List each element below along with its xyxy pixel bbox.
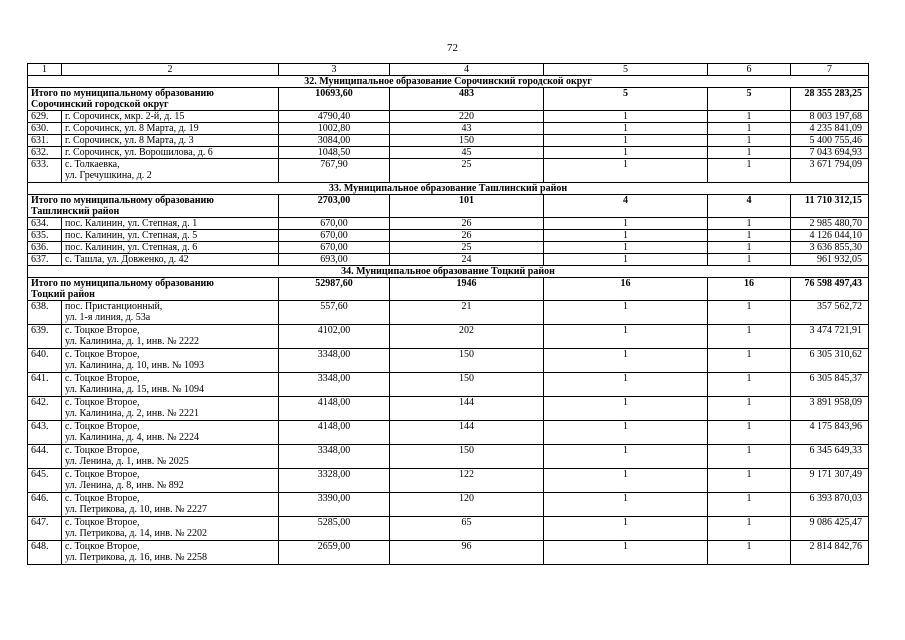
row-number: 631. [28,135,62,147]
row-address [62,301,279,325]
table-row [28,445,869,469]
row-col6: 1 [708,230,791,242]
row-number: 635. [28,230,62,242]
row-cost: 8 003 197,68 [791,111,869,123]
row-residents: 45 [390,147,544,159]
row-number: 647. [28,517,62,541]
table-row [28,493,869,517]
address-line1: пос. Пристанционный, [65,301,163,312]
row-col5: 1 [544,421,708,445]
address-line2: ул. Калинина, д. 15, инв. № 1094 [65,384,205,395]
address-line1: г. Сорочинск, мкр. 2-й, д. 15 [65,111,185,122]
address-line1: с. Тоцкое Второе, [65,445,140,456]
table-row [28,325,869,349]
address-line2: ул. Калинина, д. 10, инв. № 1093 [65,360,205,371]
table-row [28,349,869,373]
row-cost: 6 305 845,37 [791,373,869,397]
row-address [62,373,279,397]
address-line1: с. Тоцкое Второе, [65,349,140,360]
row-number: 634. [28,218,62,230]
row-residents: 43 [390,123,544,135]
row-area: 2659,00 [279,541,390,565]
total-col6: 5 [708,88,791,111]
row-col6: 1 [708,397,791,421]
row-col5: 1 [544,147,708,159]
row-address [62,469,279,493]
row-col5: 1 [544,230,708,242]
row-col6: 1 [708,349,791,373]
row-cost: 9 086 425,47 [791,517,869,541]
page-number: 72 [447,42,458,54]
row-residents: 65 [390,517,544,541]
row-address [62,349,279,373]
row-col5: 1 [544,159,708,183]
row-residents: 150 [390,135,544,147]
row-address [62,242,279,254]
row-area: 670,00 [279,230,390,242]
row-area: 670,00 [279,218,390,230]
address-line1: с. Тоцкое Второе, [65,325,140,336]
row-col5: 1 [544,218,708,230]
row-col6: 1 [708,242,791,254]
table-row [28,123,869,135]
row-col6: 1 [708,135,791,147]
row-number: 648. [28,541,62,565]
section-total-label [28,88,279,111]
total-residents: 1946 [390,278,544,301]
total-area: 2703,00 [279,195,390,218]
address-line2: ул. Петрикова, д. 10, инв. № 2227 [65,504,207,515]
address-line2: ул. Ленина, д. 8, инв. № 892 [65,480,184,491]
table-row [28,230,869,242]
row-col5: 1 [544,349,708,373]
address-line2: ул. Петрикова, д. 14, инв. № 2202 [65,528,207,539]
row-residents: 122 [390,469,544,493]
row-area: 3348,00 [279,373,390,397]
row-number: 644. [28,445,62,469]
row-area: 1002,80 [279,123,390,135]
address-line1: г. Сорочинск, ул. Ворошилова, д. 6 [65,147,213,158]
total-col5: 4 [544,195,708,218]
row-residents: 25 [390,242,544,254]
address-line2: ул. 1-я линия, д. 53а [65,312,151,323]
row-address [62,421,279,445]
row-cost: 3 671 794,09 [791,159,869,183]
row-address [62,147,279,159]
row-residents: 26 [390,230,544,242]
table-row [28,301,869,325]
housing-register-table [27,63,869,565]
row-residents: 150 [390,445,544,469]
row-residents: 220 [390,111,544,123]
address-line1: с. Ташла, ул. Довженко, д. 42 [65,254,189,265]
row-col6: 1 [708,123,791,135]
table-row [28,218,869,230]
section-title-row [28,266,869,278]
row-cost: 961 932,05 [791,254,869,266]
row-number: 640. [28,349,62,373]
row-cost: 9 171 307,49 [791,469,869,493]
column-number: 3 [279,64,390,76]
row-residents: 25 [390,159,544,183]
total-col5: 16 [544,278,708,301]
table-body [28,64,869,565]
row-address [62,254,279,266]
section-total-row [28,278,869,301]
row-residents: 96 [390,541,544,565]
row-cost: 7 043 694,93 [791,147,869,159]
column-number: 6 [708,64,791,76]
row-col6: 1 [708,493,791,517]
address-line1: с. Толкаевка, [65,159,120,170]
row-area: 4102,00 [279,325,390,349]
row-address [62,159,279,183]
row-number: 637. [28,254,62,266]
row-residents: 144 [390,397,544,421]
address-line2: ул. Петрикова, д. 16, инв. № 2258 [65,552,207,563]
address-line1: с. Тоцкое Второе, [65,541,140,552]
address-line1: с. Тоцкое Второе, [65,493,140,504]
row-address [62,541,279,565]
row-address [62,123,279,135]
section-total-row [28,195,869,218]
table-row [28,397,869,421]
table-row [28,135,869,147]
table-row [28,147,869,159]
row-col5: 1 [544,254,708,266]
row-col5: 1 [544,325,708,349]
row-number: 636. [28,242,62,254]
row-residents: 150 [390,349,544,373]
row-residents: 120 [390,493,544,517]
row-address [62,445,279,469]
address-line1: пос. Калинин, ул. Степная, д. 1 [65,218,198,229]
table-row [28,373,869,397]
row-area: 3348,00 [279,445,390,469]
column-number: 4 [390,64,544,76]
total-label-line2: Тоцкий район [31,289,95,300]
row-col6: 1 [708,469,791,493]
row-col5: 1 [544,301,708,325]
address-line1: с. Тоцкое Второе, [65,469,140,480]
row-col6: 1 [708,421,791,445]
row-cost: 3 891 958,09 [791,397,869,421]
total-col6: 4 [708,195,791,218]
row-number: 641. [28,373,62,397]
address-line1: г. Сорочинск, ул. 8 Марта, д. 19 [65,123,199,134]
row-cost: 2 985 480,70 [791,218,869,230]
address-line1: пос. Калинин, ул. Степная, д. 5 [65,230,198,241]
row-number: 629. [28,111,62,123]
section-total-label [28,195,279,218]
row-col6: 1 [708,254,791,266]
address-line1: с. Тоцкое Второе, [65,397,140,408]
row-col6: 1 [708,147,791,159]
row-area: 3390,00 [279,493,390,517]
row-cost: 6 305 310,62 [791,349,869,373]
total-label-line1: Итого по муниципальному образованию [31,88,214,99]
row-area: 5285,00 [279,517,390,541]
row-area: 557,60 [279,301,390,325]
row-number: 638. [28,301,62,325]
row-cost: 4 175 843,96 [791,421,869,445]
address-line2: ул. Ленина, д. 1, инв. № 2025 [65,456,189,467]
row-address [62,493,279,517]
address-line1: с. Тоцкое Второе, [65,373,140,384]
table-row [28,517,869,541]
row-area: 3348,00 [279,349,390,373]
address-line1: пос. Калинин, ул. Степная, д. 6 [65,242,198,253]
total-label-line2: Ташлинский район [31,206,120,217]
row-residents: 202 [390,325,544,349]
address-line1: с. Тоцкое Второе, [65,517,140,528]
row-col6: 1 [708,373,791,397]
total-col6: 16 [708,278,791,301]
column-number: 2 [62,64,279,76]
row-cost: 6 393 870,03 [791,493,869,517]
row-col5: 1 [544,111,708,123]
row-number: 639. [28,325,62,349]
row-col6: 1 [708,325,791,349]
address-line1: г. Сорочинск, ул. 8 Марта, д. 3 [65,135,194,146]
row-number: 645. [28,469,62,493]
row-area: 4148,00 [279,397,390,421]
row-area: 4148,00 [279,421,390,445]
row-col5: 1 [544,135,708,147]
row-address [62,111,279,123]
row-col5: 1 [544,541,708,565]
row-residents: 24 [390,254,544,266]
row-area: 693,00 [279,254,390,266]
section-title-row [28,183,869,195]
row-cost: 6 345 649,33 [791,445,869,469]
section-title: 32. Муниципальное образование Сорочинский городской округ [28,76,869,88]
row-col5: 1 [544,123,708,135]
row-address [62,325,279,349]
row-address [62,230,279,242]
row-area: 670,00 [279,242,390,254]
table-row [28,159,869,183]
row-col5: 1 [544,397,708,421]
table-row [28,254,869,266]
total-area: 10693,60 [279,88,390,111]
row-residents: 26 [390,218,544,230]
table-row [28,469,869,493]
total-cost: 11 710 312,15 [791,195,869,218]
row-col5: 1 [544,373,708,397]
total-label-line1: Итого по муниципальному образованию [31,195,214,206]
row-address [62,397,279,421]
section-title: 34. Муниципальное образование Тоцкий район [28,266,869,278]
row-col6: 1 [708,301,791,325]
row-col6: 1 [708,111,791,123]
column-number: 1 [28,64,62,76]
row-number: 633. [28,159,62,183]
address-line2: ул. Калинина, д. 4, инв. № 2224 [65,432,200,443]
row-address [62,517,279,541]
total-cost: 76 598 497,43 [791,278,869,301]
total-area: 52987,60 [279,278,390,301]
total-cost: 28 355 283,25 [791,88,869,111]
row-number: 632. [28,147,62,159]
row-cost: 3 636 855,30 [791,242,869,254]
table-row [28,541,869,565]
row-residents: 21 [390,301,544,325]
column-number: 7 [791,64,869,76]
address-line2: ул. Калинина, д. 1, инв. № 2222 [65,336,200,347]
total-residents: 483 [390,88,544,111]
table-row [28,111,869,123]
row-area: 4790,40 [279,111,390,123]
row-cost: 4 126 044,10 [791,230,869,242]
row-number: 643. [28,421,62,445]
section-total-label [28,278,279,301]
row-number: 646. [28,493,62,517]
table-row [28,242,869,254]
row-cost: 2 814 842,76 [791,541,869,565]
row-cost: 4 235 841,09 [791,123,869,135]
row-residents: 144 [390,421,544,445]
column-number-row [28,64,869,76]
column-number: 5 [544,64,708,76]
row-col5: 1 [544,445,708,469]
address-line2: ул. Калинина, д. 2, инв. № 2221 [65,408,200,419]
total-col5: 5 [544,88,708,111]
row-number: 642. [28,397,62,421]
address-line2: ул. Гречушкина, д. 2 [65,170,152,181]
row-cost: 357 562,72 [791,301,869,325]
total-label-line1: Итого по муниципальному образованию [31,278,214,289]
row-area: 1048,50 [279,147,390,159]
total-residents: 101 [390,195,544,218]
row-col6: 1 [708,541,791,565]
row-residents: 150 [390,373,544,397]
row-col5: 1 [544,493,708,517]
section-title-row [28,76,869,88]
row-area: 3084,00 [279,135,390,147]
address-line1: с. Тоцкое Второе, [65,421,140,432]
row-col6: 1 [708,218,791,230]
row-col6: 1 [708,517,791,541]
row-col5: 1 [544,517,708,541]
total-label-line2: Сорочинский городской округ [31,99,169,110]
row-address [62,218,279,230]
row-col5: 1 [544,242,708,254]
row-area: 767,90 [279,159,390,183]
row-col5: 1 [544,469,708,493]
row-col6: 1 [708,159,791,183]
section-title: 33. Муниципальное образование Ташлинский район [28,183,869,195]
row-address [62,135,279,147]
row-number: 630. [28,123,62,135]
row-col6: 1 [708,445,791,469]
section-total-row [28,88,869,111]
table-row [28,421,869,445]
row-cost: 3 474 721,91 [791,325,869,349]
row-cost: 5 400 755,46 [791,135,869,147]
row-area: 3328,00 [279,469,390,493]
